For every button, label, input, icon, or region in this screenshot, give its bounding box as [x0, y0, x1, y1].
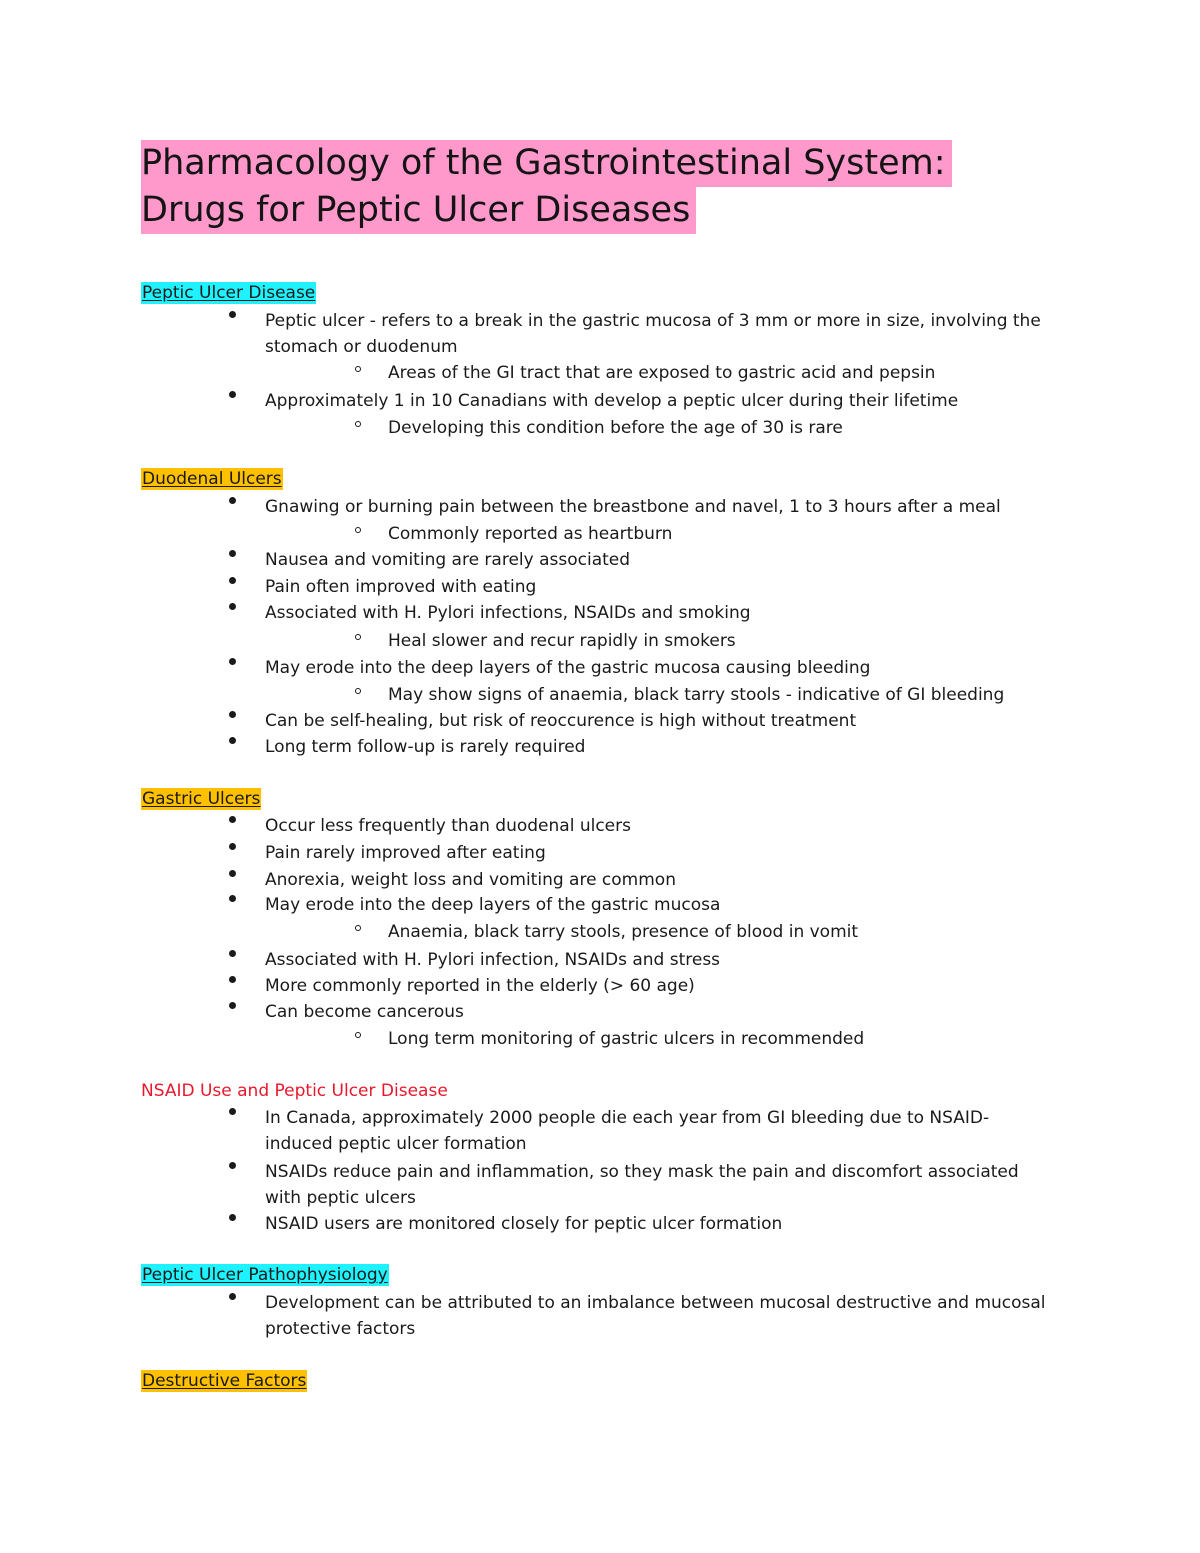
list-item: Approximately 1 in 10 Canadians with develop a peptic ulcer during their lifetime: [265, 388, 958, 414]
sub-list-item: Heal slower and recur rapidly in smokers: [388, 628, 736, 654]
list-item: May erode into the deep layers of the gastric mucosa: [265, 892, 720, 918]
list-item: Associated with H. Pylori infection, NSAIDs and stress: [265, 947, 720, 973]
sub-list-item: Areas of the GI tract that are exposed to gastric acid and pepsin: [388, 360, 935, 386]
heading-peptic-ulcer-disease: Peptic Ulcer Disease: [142, 283, 316, 303]
list-item: NSAIDs reduce pain and inflammation, so they mask the pain and discomfort associated with peptic ulcers: [265, 1159, 1055, 1211]
list-item: Occur less frequently than duodenal ulcers: [265, 813, 631, 839]
list-item: Associated with H. Pylori infections, NSAIDs and smoking: [265, 600, 751, 626]
heading-gastric-ulcers: Gastric Ulcers: [142, 789, 261, 809]
list-item: In Canada, approximately 2000 people die each year from GI bleeding due to NSAID-induced peptic ulcer formation: [265, 1105, 1055, 1157]
list-item: Can become cancerous: [265, 999, 464, 1025]
list-item: Gnawing or burning pain between the breastbone and navel, 1 to 3 hours after a meal: [265, 494, 1001, 520]
title-line-1: Pharmacology of the Gastrointestinal System:: [141, 140, 952, 187]
list-item: May erode into the deep layers of the gastric mucosa causing bleeding: [265, 655, 870, 681]
heading-destructive-factors: Destructive Factors: [142, 1371, 307, 1391]
list-item: More commonly reported in the elderly (> 60 age): [265, 973, 695, 999]
list-item: Peptic ulcer - refers to a break in the gastric mucosa of 3 mm or more in size, involving the stomach or duodenum: [265, 308, 1055, 360]
sub-list-item: Anaemia, black tarry stools, presence of blood in vomit: [388, 919, 858, 945]
heading-nsaid-use: NSAID Use and Peptic Ulcer Disease: [141, 1081, 448, 1101]
sub-list-item: Long term monitoring of gastric ulcers in recommended: [388, 1026, 864, 1052]
list-item: Long term follow-up is rarely required: [265, 734, 585, 760]
list-item: Development can be attributed to an imbalance between mucosal destructive and mucosal protective factors: [265, 1290, 1055, 1342]
heading-duodenal-ulcers: Duodenal Ulcers: [142, 469, 282, 489]
heading-peptic-ulcer-pathophysiology: Peptic Ulcer Pathophysiology: [142, 1265, 388, 1285]
sub-list-item: May show signs of anaemia, black tarry stools - indicative of GI bleeding: [388, 682, 1004, 708]
list-item: Nausea and vomiting are rarely associated: [265, 547, 630, 573]
list-item: Pain often improved with eating: [265, 574, 536, 600]
sub-list-item: Developing this condition before the age of 30 is rare: [388, 415, 843, 441]
list-item: Anorexia, weight loss and vomiting are common: [265, 867, 676, 893]
list-item: Pain rarely improved after eating: [265, 840, 546, 866]
sub-list-item: Commonly reported as heartburn: [388, 521, 672, 547]
title-line-2: Drugs for Peptic Ulcer Diseases: [141, 187, 696, 234]
list-item: NSAID users are monitored closely for peptic ulcer formation: [265, 1211, 782, 1237]
list-item: Can be self-healing, but risk of reoccurence is high without treatment: [265, 708, 856, 734]
page-title: [141, 140, 1061, 234]
